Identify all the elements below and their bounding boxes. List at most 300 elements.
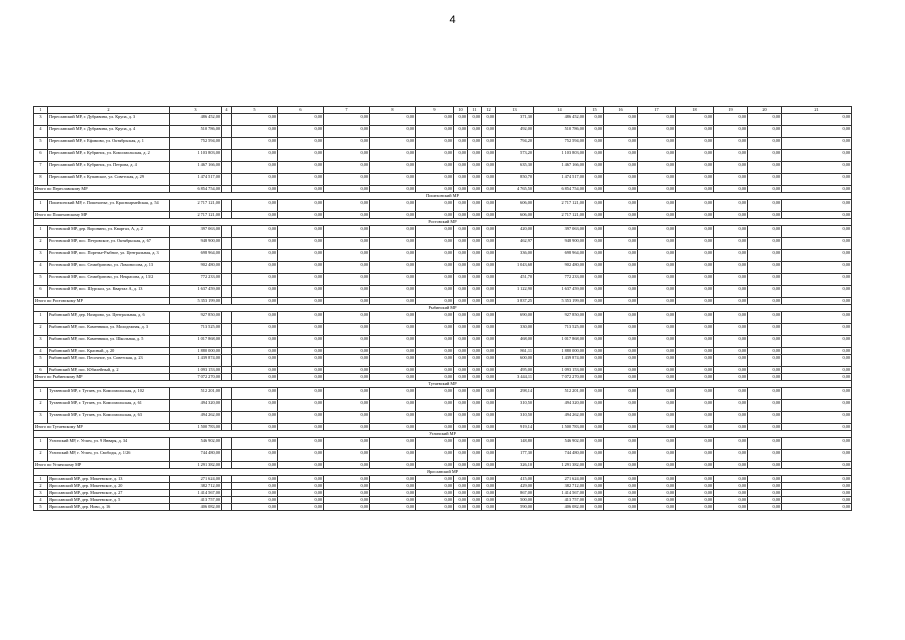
zero-cell: 0,00: [324, 324, 370, 336]
zero-cell: 0,00: [748, 174, 782, 186]
zero-cell: 0,00: [586, 388, 604, 400]
area-cell: 330,00: [496, 324, 534, 336]
zero-cell: 0,00: [370, 400, 416, 412]
zero-cell: 0,00: [638, 348, 676, 355]
area-cell: 451,70: [496, 274, 534, 286]
table-row: [34, 367, 852, 374]
zero-cell: 0,00: [748, 490, 782, 497]
column-number-row: [34, 107, 852, 114]
zero-cell: 0,00: [714, 483, 748, 490]
area-cell: 310,50: [496, 412, 534, 424]
zero-cell: 0,00: [468, 348, 482, 355]
zero-cell: 0,00: [454, 388, 468, 400]
zero-cell: 0,00: [586, 462, 604, 469]
zero-cell: 0,00: [324, 226, 370, 238]
zero-cell: 0,00: [278, 438, 324, 450]
cost-cell: 772 233,00: [170, 274, 222, 286]
column-number-cell: 3: [170, 107, 222, 114]
column-number-cell: 11: [468, 107, 482, 114]
address-cell: Ярославский МР, дер. Мокеевское, д. 5: [48, 497, 170, 504]
zero-cell: 0,00: [604, 262, 638, 274]
zero-cell: 0,00: [482, 162, 496, 174]
zero-cell: 0,00: [748, 298, 782, 305]
zero-cell: 0,00: [232, 286, 278, 298]
row-number: 2: [34, 450, 48, 462]
zero-cell: 0,00: [324, 400, 370, 412]
zero-cell: 0,00: [482, 238, 496, 250]
table-row: [34, 312, 852, 324]
zero-cell: 0,00: [714, 462, 748, 469]
zero-cell: 0,00: [468, 476, 482, 483]
zero-cell: 0,00: [676, 274, 714, 286]
zero-cell: 0,00: [232, 388, 278, 400]
zero-cell: 0,00: [714, 388, 748, 400]
zero-cell: 0,00: [232, 412, 278, 424]
zero-cell: 0,00: [586, 497, 604, 504]
total-row: [34, 374, 852, 381]
cost-cell: 271 624,00: [170, 476, 222, 483]
zero-cell: 0,00: [782, 162, 852, 174]
zero-cell: 0,00: [586, 374, 604, 381]
zero-cell: 0,00: [748, 286, 782, 298]
column-number-cell: 6: [278, 107, 324, 114]
zero-cell: 0,00: [370, 497, 416, 504]
zero-cell: 0,00: [278, 497, 324, 504]
zero-cell: 0,00: [468, 490, 482, 497]
zero-cell: 0,00: [676, 238, 714, 250]
zero-cell: 0,00: [782, 226, 852, 238]
zero-cell: 0,00: [714, 238, 748, 250]
zero-cell: 0,00: [676, 438, 714, 450]
zero-cell: 0,00: [454, 200, 468, 212]
zero-cell: 0,00: [586, 174, 604, 186]
zero-cell: 0,00: [370, 286, 416, 298]
empty-cell: [222, 388, 232, 400]
zero-cell: 0,00: [782, 424, 852, 431]
zero-cell: 0,00: [454, 400, 468, 412]
zero-cell: 0,00: [604, 312, 638, 324]
empty-cell: [222, 348, 232, 355]
zero-cell: 0,00: [232, 250, 278, 262]
zero-cell: 0,00: [676, 212, 714, 219]
cost-cell: 1 093 153,00: [170, 367, 222, 374]
column-number-cell: 4: [222, 107, 232, 114]
zero-cell: 0,00: [604, 388, 638, 400]
zero-cell: 0,00: [782, 400, 852, 412]
zero-cell: 0,00: [604, 483, 638, 490]
zero-cell: 0,00: [278, 162, 324, 174]
zero-cell: 0,00: [782, 126, 852, 138]
total-cost-cell: 902 480,00: [534, 262, 586, 274]
zero-cell: 0,00: [782, 174, 852, 186]
zero-cell: 0,00: [638, 367, 676, 374]
zero-cell: 0,00: [370, 262, 416, 274]
zero-cell: 0,00: [278, 238, 324, 250]
table-row: [34, 162, 852, 174]
zero-cell: 0,00: [454, 138, 468, 150]
zero-cell: 0,00: [586, 150, 604, 162]
zero-cell: 0,00: [416, 162, 454, 174]
column-number-cell: 20: [748, 107, 782, 114]
zero-cell: 0,00: [468, 424, 482, 431]
zero-cell: 0,00: [482, 367, 496, 374]
zero-cell: 0,00: [416, 476, 454, 483]
zero-cell: 0,00: [324, 174, 370, 186]
zero-cell: 0,00: [416, 336, 454, 348]
zero-cell: 0,00: [782, 250, 852, 262]
zero-cell: 0,00: [604, 348, 638, 355]
zero-cell: 0,00: [324, 200, 370, 212]
zero-cell: 0,00: [278, 174, 324, 186]
zero-cell: 0,00: [676, 174, 714, 186]
zero-cell: 0,00: [586, 504, 604, 511]
zero-cell: 0,00: [416, 238, 454, 250]
zero-cell: 0,00: [232, 336, 278, 348]
table-row: [34, 286, 852, 298]
zero-cell: 0,00: [748, 324, 782, 336]
zero-cell: 0,00: [416, 374, 454, 381]
column-number-cell: 12: [482, 107, 496, 114]
zero-cell: 0,00: [638, 324, 676, 336]
zero-cell: 0,00: [416, 114, 454, 126]
zero-cell: 0,00: [604, 476, 638, 483]
zero-cell: 0,00: [638, 412, 676, 424]
zero-cell: 0,00: [714, 355, 748, 367]
zero-cell: 0,00: [468, 212, 482, 219]
zero-cell: 0,00: [782, 355, 852, 367]
total-label: Итого по Угличскому МР: [34, 462, 170, 469]
zero-cell: 0,00: [714, 286, 748, 298]
zero-cell: 0,00: [638, 226, 676, 238]
empty-cell: [222, 400, 232, 412]
zero-cell: 0,00: [454, 336, 468, 348]
zero-cell: 0,00: [586, 274, 604, 286]
zero-cell: 0,00: [676, 186, 714, 193]
table-row: [34, 476, 852, 483]
zero-cell: 0,00: [676, 367, 714, 374]
zero-cell: 0,00: [454, 355, 468, 367]
empty-cell: [222, 150, 232, 162]
total-cost-cell: 1 467 166,00: [534, 162, 586, 174]
zero-cell: 0,00: [782, 483, 852, 490]
zero-cell: 0,00: [454, 476, 468, 483]
zero-cell: 0,00: [468, 388, 482, 400]
zero-cell: 0,00: [638, 174, 676, 186]
zero-cell: 0,00: [232, 126, 278, 138]
zero-cell: 0,00: [748, 200, 782, 212]
area-cell: 635,30: [496, 162, 534, 174]
zero-cell: 0,00: [586, 286, 604, 298]
table-row: [34, 412, 852, 424]
zero-cell: 0,00: [482, 348, 496, 355]
zero-cell: 0,00: [416, 490, 454, 497]
total-sum-cell: 7 072 270,00: [534, 374, 586, 381]
zero-cell: 0,00: [324, 438, 370, 450]
address-cell: Рыбинский МР, пос. Юбилейный, д. 2: [48, 367, 170, 374]
row-number: 2: [34, 324, 48, 336]
zero-cell: 0,00: [604, 438, 638, 450]
zero-cell: 0,00: [604, 200, 638, 212]
zero-cell: 0,00: [454, 324, 468, 336]
zero-cell: 0,00: [324, 262, 370, 274]
region-name: Ростовский МР: [34, 219, 852, 226]
zero-cell: 0,00: [676, 138, 714, 150]
total-cost-cell: 1 291 382,00: [170, 462, 222, 469]
zero-cell: 0,00: [232, 367, 278, 374]
total-cost-cell: 744 480,00: [534, 450, 586, 462]
zero-cell: 0,00: [748, 476, 782, 483]
column-number-cell: 21: [782, 107, 852, 114]
zero-cell: 0,00: [586, 367, 604, 374]
zero-cell: 0,00: [676, 126, 714, 138]
area-cell: 177,30: [496, 450, 534, 462]
zero-cell: 0,00: [748, 367, 782, 374]
zero-cell: 0,00: [416, 274, 454, 286]
total-area-cell: 3 837,25: [496, 298, 534, 305]
zero-cell: 0,00: [454, 438, 468, 450]
zero-cell: 0,00: [782, 286, 852, 298]
area-cell: 590,00: [496, 504, 534, 511]
zero-cell: 0,00: [370, 250, 416, 262]
zero-cell: 0,00: [586, 226, 604, 238]
zero-cell: 0,00: [278, 298, 324, 305]
zero-cell: 0,00: [468, 126, 482, 138]
zero-cell: 0,00: [278, 114, 324, 126]
zero-cell: 0,00: [278, 490, 324, 497]
zero-cell: 0,00: [370, 388, 416, 400]
zero-cell: 0,00: [638, 438, 676, 450]
zero-cell: 0,00: [232, 262, 278, 274]
table-row: [34, 238, 852, 250]
total-area-cell: 919,14: [496, 424, 534, 431]
zero-cell: 0,00: [604, 162, 638, 174]
empty-cell: [222, 438, 232, 450]
row-number: 5: [34, 138, 48, 150]
empty-cell: [222, 186, 232, 193]
zero-cell: 0,00: [468, 274, 482, 286]
address-cell: Ярославский МР, дер. Ново, д. 16: [48, 504, 170, 511]
zero-cell: 0,00: [604, 336, 638, 348]
total-cost-cell: 486 452,00: [534, 114, 586, 126]
cost-cell: 486 452,00: [170, 114, 222, 126]
empty-cell: [222, 126, 232, 138]
zero-cell: 0,00: [232, 212, 278, 219]
zero-cell: 0,00: [370, 226, 416, 238]
row-number: 4: [34, 497, 48, 504]
zero-cell: 0,00: [454, 286, 468, 298]
zero-cell: 0,00: [278, 150, 324, 162]
region-header-row: [34, 431, 852, 438]
zero-cell: 0,00: [324, 367, 370, 374]
total-label: Итого по Переславскому МР: [34, 186, 170, 193]
address-cell: Ярославский МР, дер. Мокеевское, д. 20: [48, 483, 170, 490]
zero-cell: 0,00: [324, 412, 370, 424]
cost-cell: 713 525,00: [170, 324, 222, 336]
zero-cell: 0,00: [676, 114, 714, 126]
zero-cell: 0,00: [604, 186, 638, 193]
zero-cell: 0,00: [482, 490, 496, 497]
empty-cell: [222, 286, 232, 298]
column-number-cell: 2: [48, 107, 170, 114]
zero-cell: 0,00: [468, 504, 482, 511]
area-cell: 310,50: [496, 400, 534, 412]
address-cell: Переславский МР, г. Дубравина, ул. Крупа, д. 3: [48, 114, 170, 126]
area-cell: 850,70: [496, 174, 534, 186]
zero-cell: 0,00: [370, 462, 416, 469]
total-cost-cell: 1 414 567,00: [534, 490, 586, 497]
table-row: [34, 200, 852, 212]
row-number: 1: [34, 388, 48, 400]
region-name: Ярославский МР: [34, 469, 852, 476]
zero-cell: 0,00: [278, 412, 324, 424]
column-number-cell: 18: [676, 107, 714, 114]
zero-cell: 0,00: [676, 200, 714, 212]
zero-cell: 0,00: [782, 374, 852, 381]
zero-cell: 0,00: [482, 250, 496, 262]
column-number-cell: 19: [714, 107, 748, 114]
zero-cell: 0,00: [482, 200, 496, 212]
zero-cell: 0,00: [324, 504, 370, 511]
cost-cell: 413 757,00: [170, 497, 222, 504]
zero-cell: 0,00: [278, 200, 324, 212]
area-cell: 600,00: [496, 355, 534, 367]
zero-cell: 0,00: [638, 138, 676, 150]
area-cell: 690,00: [496, 312, 534, 324]
table-row: [34, 274, 852, 286]
row-number: 1: [34, 438, 48, 450]
address-cell: Ростовский МР, пос. Семибратово, ул. Некрасова, д. 13/2: [48, 274, 170, 286]
table-row: [34, 348, 852, 355]
zero-cell: 0,00: [482, 324, 496, 336]
zero-cell: 0,00: [782, 497, 852, 504]
zero-cell: 0,00: [454, 274, 468, 286]
table-row: [34, 262, 852, 274]
total-cost-cell: 927 850,00: [534, 312, 586, 324]
zero-cell: 0,00: [482, 424, 496, 431]
zero-cell: 0,00: [638, 186, 676, 193]
zero-cell: 0,00: [782, 476, 852, 483]
total-cost-cell: 6 854 754,00: [170, 186, 222, 193]
zero-cell: 0,00: [278, 186, 324, 193]
zero-cell: 0,00: [604, 150, 638, 162]
zero-cell: 0,00: [748, 462, 782, 469]
zero-cell: 0,00: [468, 138, 482, 150]
total-cost-cell: 5 353 199,00: [170, 298, 222, 305]
zero-cell: 0,00: [782, 450, 852, 462]
zero-cell: 0,00: [370, 200, 416, 212]
cost-cell: 2 717 121,00: [170, 200, 222, 212]
zero-cell: 0,00: [782, 388, 852, 400]
address-cell: Ярославский МР, дер. Мокеевское, д. 13: [48, 476, 170, 483]
zero-cell: 0,00: [638, 400, 676, 412]
zero-cell: 0,00: [324, 476, 370, 483]
empty-cell: [222, 462, 232, 469]
total-cost-cell: 512 201,00: [534, 388, 586, 400]
total-cost-cell: 2 717 121,00: [534, 200, 586, 212]
total-row: [34, 462, 852, 469]
zero-cell: 0,00: [324, 483, 370, 490]
zero-cell: 0,00: [748, 138, 782, 150]
zero-cell: 0,00: [416, 462, 454, 469]
zero-cell: 0,00: [324, 348, 370, 355]
zero-cell: 0,00: [416, 262, 454, 274]
empty-cell: [222, 114, 232, 126]
area-cell: 429,00: [496, 483, 534, 490]
cost-cell: 397 063,00: [170, 226, 222, 238]
address-cell: Тутаевский МР, г. Тутаев, ул. Комсомольская, д. 61: [48, 400, 170, 412]
zero-cell: 0,00: [370, 438, 416, 450]
zero-cell: 0,00: [586, 348, 604, 355]
zero-cell: 0,00: [324, 355, 370, 367]
row-number: 5: [34, 504, 48, 511]
zero-cell: 0,00: [278, 262, 324, 274]
zero-cell: 0,00: [482, 186, 496, 193]
zero-cell: 0,00: [604, 250, 638, 262]
zero-cell: 0,00: [676, 355, 714, 367]
cost-cell: 744 480,00: [170, 450, 222, 462]
cost-cell: 494 320,00: [170, 400, 222, 412]
zero-cell: 0,00: [714, 138, 748, 150]
empty-cell: [222, 138, 232, 150]
cost-cell: 1 880 000,00: [170, 348, 222, 355]
zero-cell: 0,00: [454, 497, 468, 504]
zero-cell: 0,00: [468, 150, 482, 162]
cost-cell: 927 850,00: [170, 312, 222, 324]
zero-cell: 0,00: [370, 483, 416, 490]
area-cell: 495,00: [496, 367, 534, 374]
zero-cell: 0,00: [676, 286, 714, 298]
empty-cell: [222, 497, 232, 504]
zero-cell: 0,00: [278, 274, 324, 286]
zero-cell: 0,00: [482, 412, 496, 424]
total-sum-cell: 1 500 783,00: [534, 424, 586, 431]
zero-cell: 0,00: [468, 412, 482, 424]
zero-cell: 0,00: [370, 476, 416, 483]
total-cost-cell: 7 072 270,00: [170, 374, 222, 381]
area-cell: 371,30: [496, 114, 534, 126]
zero-cell: 0,00: [782, 186, 852, 193]
zero-cell: 0,00: [232, 298, 278, 305]
total-row: [34, 424, 852, 431]
zero-cell: 0,00: [278, 424, 324, 431]
row-number: 6: [34, 286, 48, 298]
zero-cell: 0,00: [604, 504, 638, 511]
zero-cell: 0,00: [454, 483, 468, 490]
zero-cell: 0,00: [416, 424, 454, 431]
zero-cell: 0,00: [748, 424, 782, 431]
zero-cell: 0,00: [748, 114, 782, 126]
zero-cell: 0,00: [278, 226, 324, 238]
zero-cell: 0,00: [454, 162, 468, 174]
empty-cell: [222, 262, 232, 274]
address-cell: Ростовский МР, дер. Воронино, ул. Квартал, А, д. 2: [48, 226, 170, 238]
zero-cell: 0,00: [676, 476, 714, 483]
area-cell: 606,00: [496, 200, 534, 212]
zero-cell: 0,00: [324, 138, 370, 150]
zero-cell: 0,00: [604, 138, 638, 150]
zero-cell: 0,00: [232, 400, 278, 412]
zero-cell: 0,00: [232, 450, 278, 462]
zero-cell: 0,00: [278, 324, 324, 336]
total-cost-cell: 772 233,00: [534, 274, 586, 286]
zero-cell: 0,00: [714, 174, 748, 186]
zero-cell: 0,00: [586, 336, 604, 348]
zero-cell: 0,00: [416, 497, 454, 504]
zero-cell: 0,00: [676, 312, 714, 324]
zero-cell: 0,00: [586, 438, 604, 450]
zero-cell: 0,00: [714, 497, 748, 504]
cost-cell: 1 103 803,00: [170, 150, 222, 162]
